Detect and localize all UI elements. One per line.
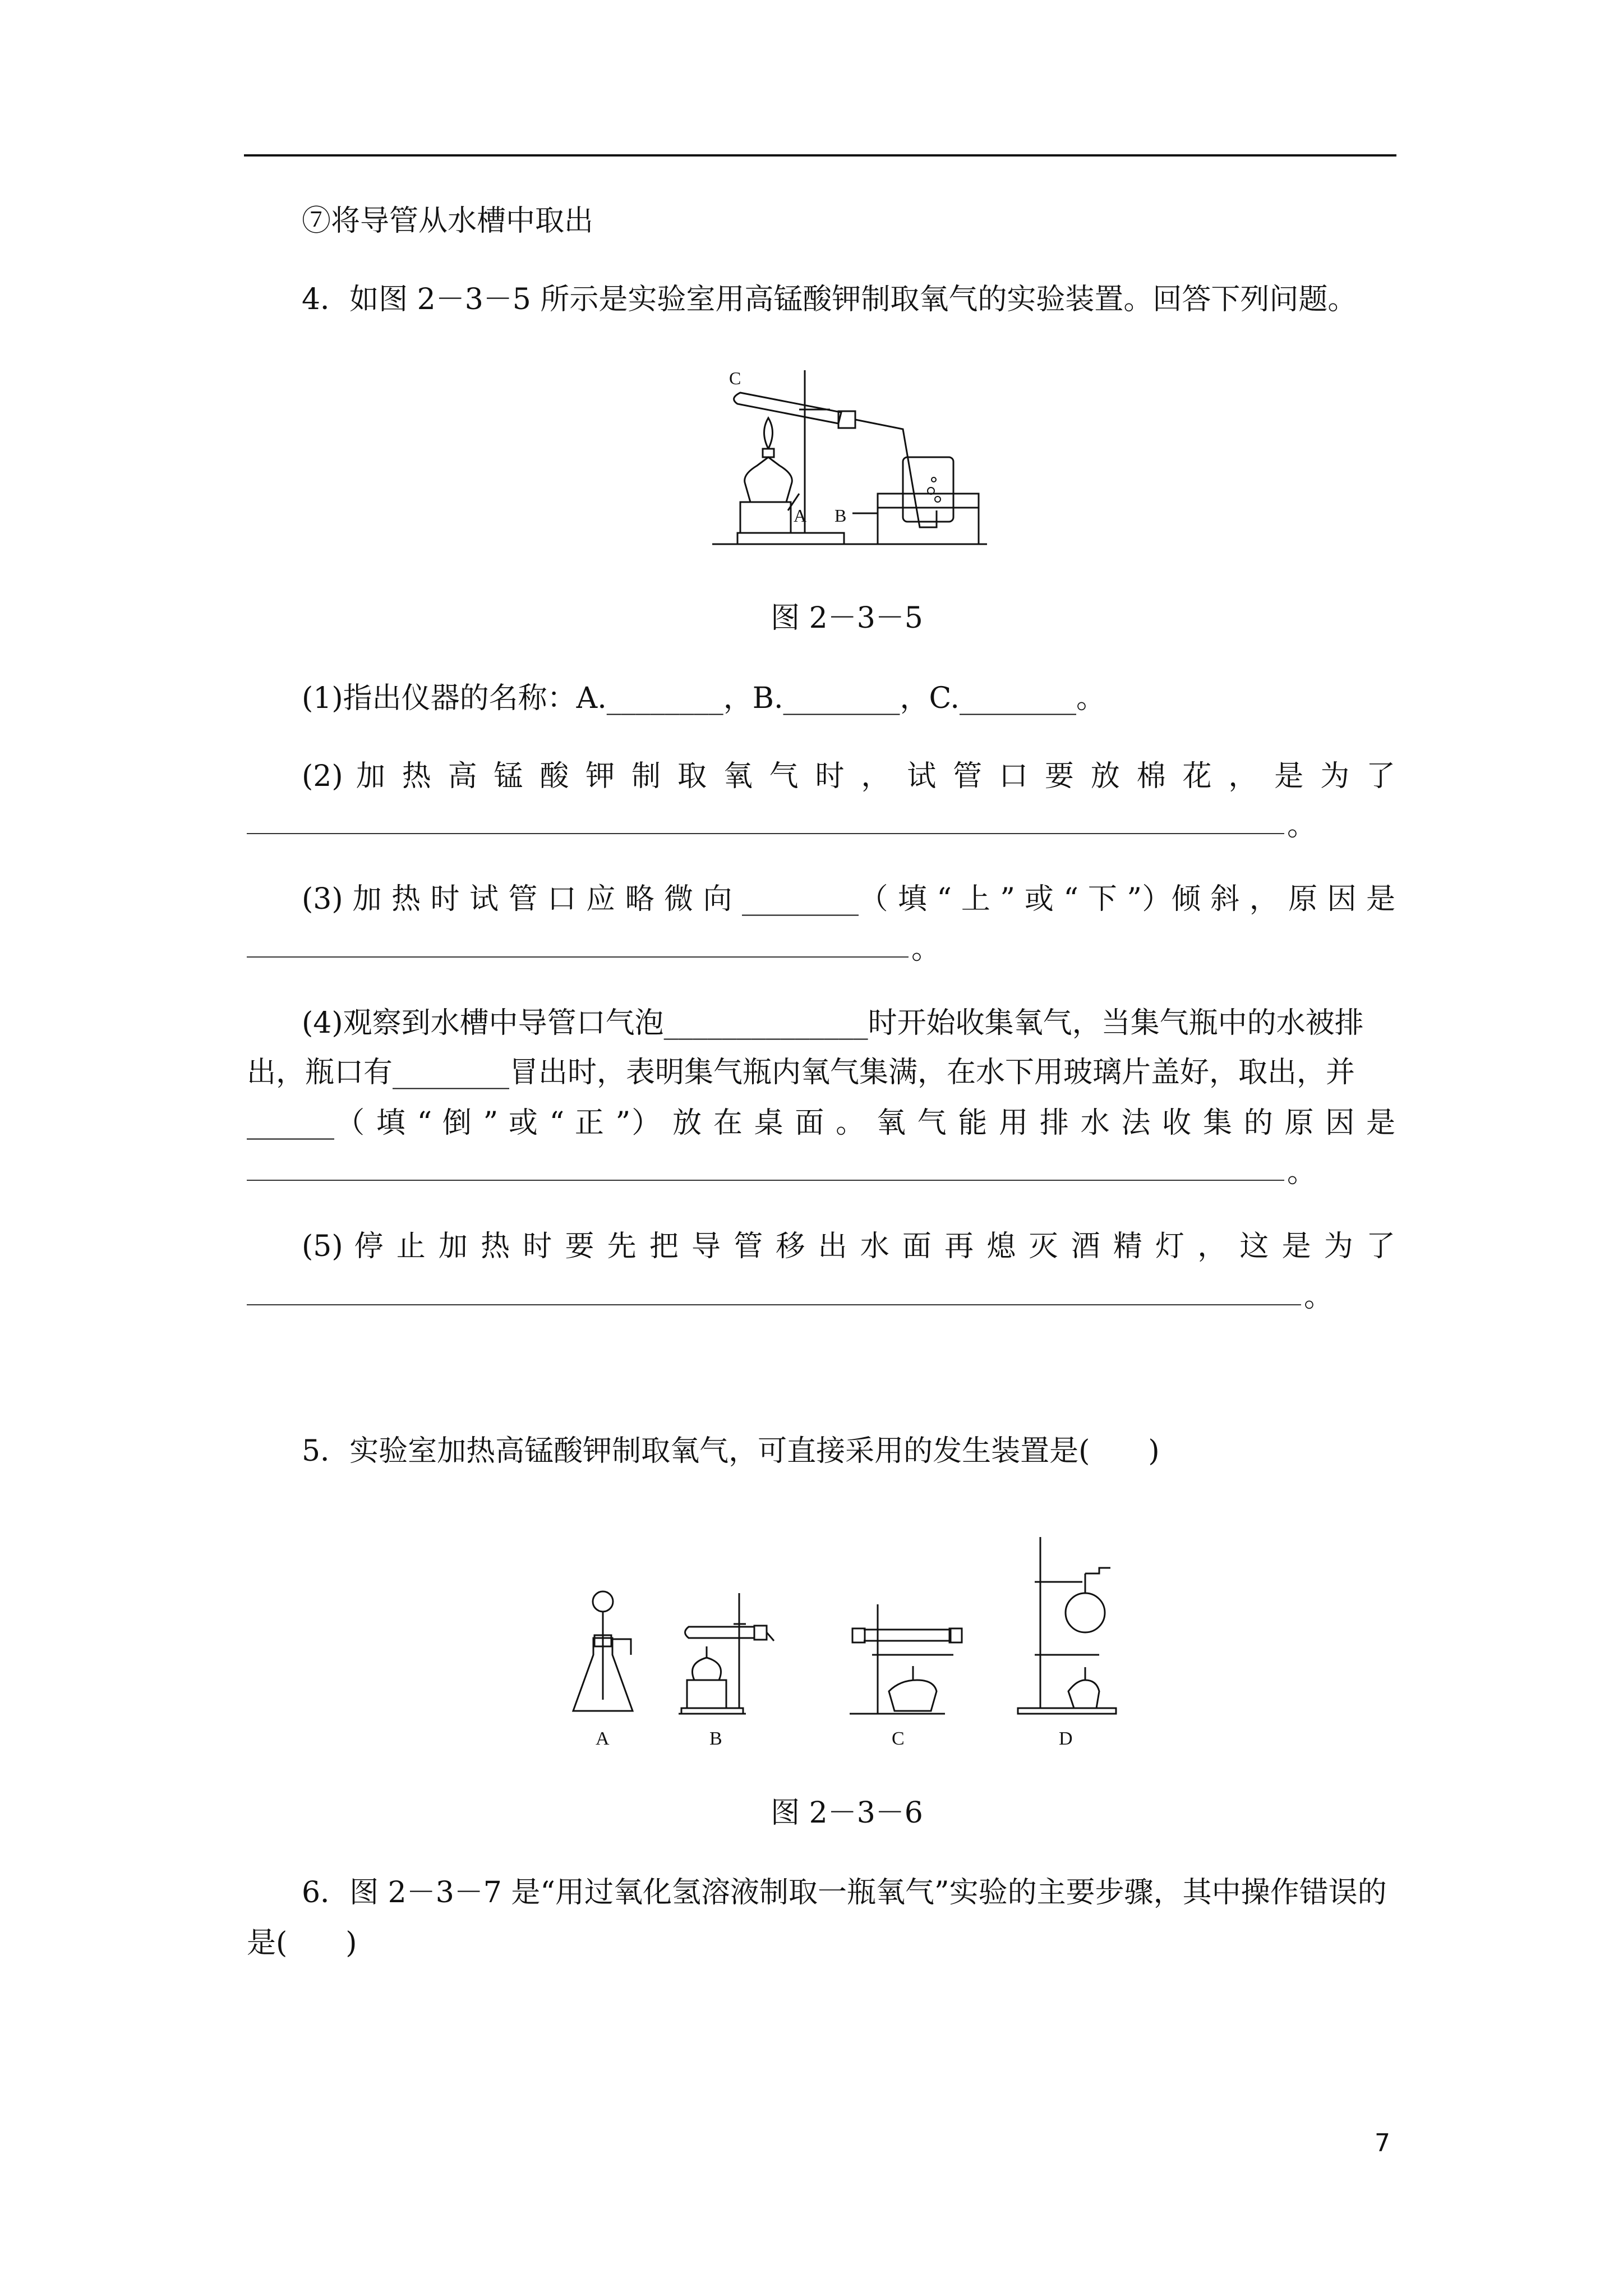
header-rule	[244, 154, 1396, 157]
apparatus-c	[850, 1604, 962, 1714]
label-b: B	[834, 505, 847, 526]
option-a-label: A	[596, 1728, 610, 1749]
question-4-stem: 4．如图 2－3－5 所示是实验室用高锰酸钾制取氧气的实验装置。回答下列问题。	[302, 283, 1357, 316]
end-mark: 。	[911, 932, 941, 966]
label-a: A	[794, 505, 807, 526]
option-c-label: C	[892, 1728, 905, 1749]
answer-blank	[247, 1180, 1284, 1181]
q4-part5: (5) 停 止 加 热 时 要 先 把 导 管 移 出 水 面 再 熄 灭 酒 精 灯 ， 这 是 为 了	[302, 1230, 1395, 1263]
label-c: C	[729, 368, 741, 388]
q4-part2: (2) 加 热 高 锰 酸 钾 制 取 氧 气 时 ， 试 管 口 要 放 棉 花 ， 是 为 了	[302, 760, 1395, 793]
question-6-line1: 6．图 2－3－7 是“用过氧化氢溶液制取一瓶氧气”实验的主要步骤，其中操作错误的	[302, 1876, 1387, 1910]
apparatus-b	[679, 1593, 774, 1714]
q4-part4-line3: ______（ 填 “ 倒 ” 或 “ 正 ”） 放 在 桌 面 。 氧 气 能 用 排 水 法 收 集 的 原 因 是	[247, 1106, 1395, 1140]
figure-2-3-5-caption: 图 2－3－5	[771, 601, 923, 635]
option-d-label: D	[1059, 1728, 1073, 1749]
figure-2-3-6	[561, 1520, 1150, 1756]
figure-2-3-6-caption: 图 2－3－6	[771, 1796, 923, 1830]
apparatus-a	[573, 1591, 633, 1711]
answer-blank	[247, 1304, 1301, 1305]
q4-part1: (1)指出仪器的名称：A.________，B.________，C.________。	[302, 682, 1105, 715]
step-7-text: ⑦将导管从水槽中取出	[302, 204, 594, 238]
end-mark: 。	[1304, 1280, 1334, 1314]
q4-part3: (3) 加 热 时 试 管 口 应 略 微 向 ________（ 填 “ 上 ” 或 “ 下 ”）倾 斜 ， 原 因 是	[302, 882, 1395, 916]
figure-2-3-5	[695, 359, 998, 558]
page-number: 7	[1375, 2129, 1390, 2157]
question-6-line2: 是( )	[247, 1926, 357, 1960]
option-b-label: B	[709, 1728, 722, 1749]
answer-blank	[247, 833, 1284, 834]
end-mark: 。	[1287, 1156, 1317, 1189]
end-mark: 。	[1287, 809, 1317, 843]
apparatus-d	[1018, 1537, 1116, 1714]
q4-part4-line2: 出，瓶口有________冒出时，表明集气瓶内氧气集满，在水下用玻璃片盖好，取出，并	[247, 1056, 1355, 1089]
q4-part4-line1: (4)观察到水槽中导管口气泡______________时开始收集氧气，当集气瓶中的水被排	[302, 1006, 1364, 1040]
question-5-stem: 5．实验室加热高锰酸钾制取氧气，可直接采用的发生装置是( )	[302, 1434, 1160, 1468]
answer-blank	[247, 956, 909, 958]
